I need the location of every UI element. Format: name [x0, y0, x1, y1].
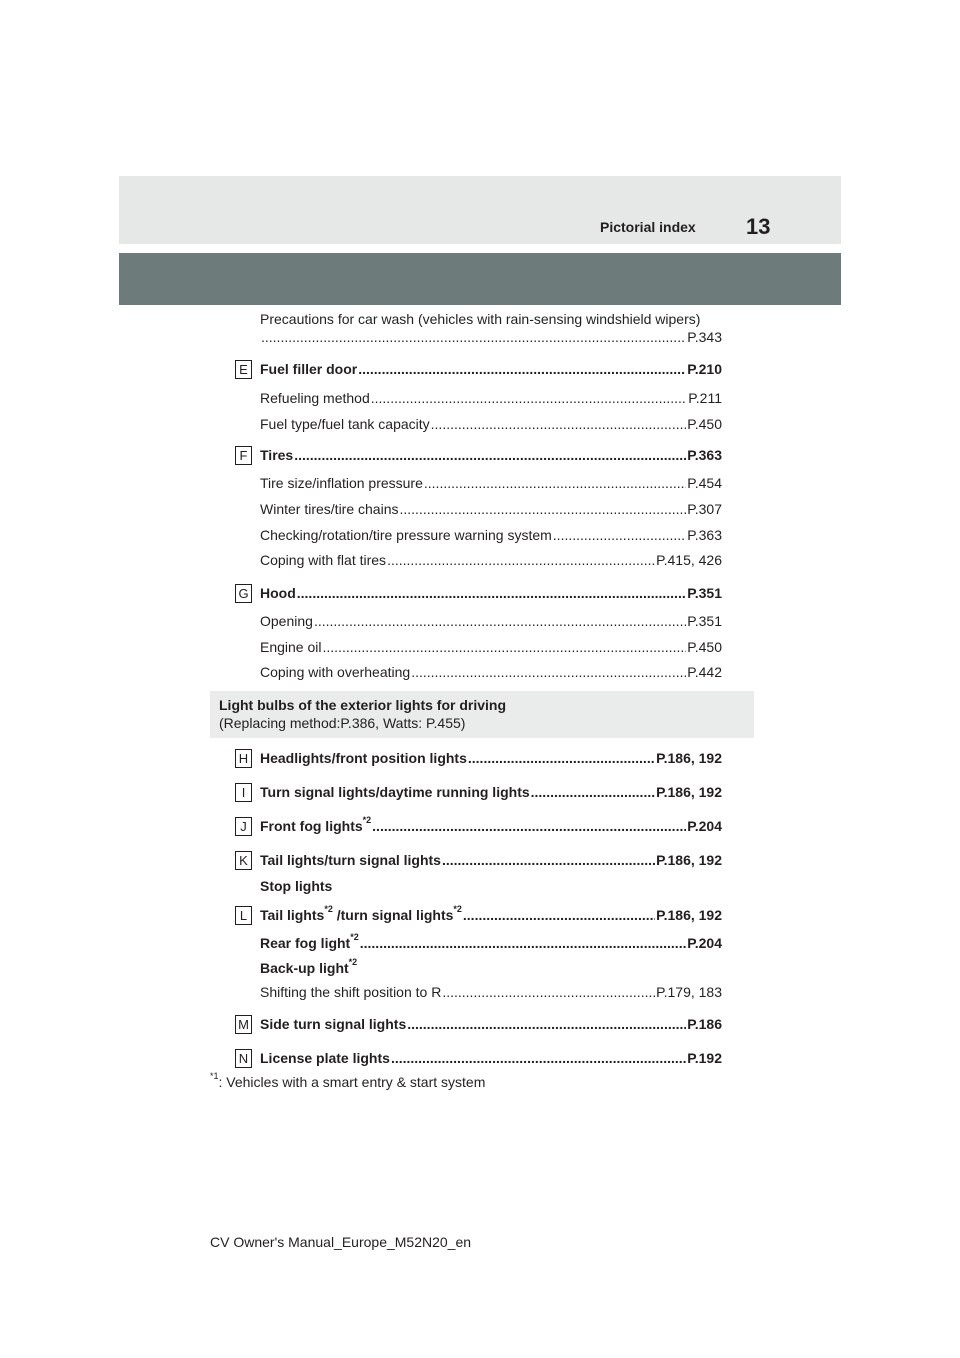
- page-ref-link[interactable]: P.343: [687, 329, 722, 345]
- entry-label: Tail lights$^{*2}$ /turn signal lights$^{*2}$: [260, 904, 462, 923]
- section-title: Light bulbs of the exterior lights for driving: [219, 697, 506, 713]
- page-ref-link[interactable]: P.204: [687, 935, 722, 951]
- page-ref-link[interactable]: P.204: [687, 818, 722, 834]
- callout-letter-f: F: [235, 446, 252, 465]
- footnote-mark: *1: [210, 1071, 219, 1082]
- page-ref-link[interactable]: P.186, 192: [656, 907, 722, 923]
- index-subentry: [260, 664, 722, 681]
- page-section-title: Pictorial index: [600, 219, 696, 235]
- footnote-mark: *2: [362, 815, 372, 826]
- entry-label: Rear fog light$^{*2}$: [260, 932, 359, 951]
- page-ref-link[interactable]: P.186, 192: [656, 784, 722, 800]
- page-ref-link[interactable]: P.415, 426: [656, 552, 722, 568]
- page-number: 13: [746, 214, 771, 239]
- page-ref-link[interactable]: P.450: [687, 416, 722, 432]
- entry-label: Fuel filler door: [260, 361, 358, 377]
- entry-label: Tail lights/turn signal lights: [260, 852, 441, 868]
- dot-leader: [294, 447, 686, 464]
- carwash-ref-row: [260, 329, 722, 346]
- entry-label: Tires: [260, 447, 294, 463]
- page-ref-link[interactable]: P.186, 192: [656, 852, 722, 868]
- page-ref-link[interactable]: P.192: [687, 1050, 722, 1066]
- footnote-mark: *2: [324, 904, 333, 915]
- footnote-mark: *2: [350, 932, 359, 943]
- index-subentry: [260, 390, 722, 407]
- dot-leader: [424, 475, 686, 492]
- page-ref-link[interactable]: P.454: [687, 475, 722, 491]
- index-entry: [260, 361, 722, 378]
- page-ref-link[interactable]: P.210: [687, 361, 722, 377]
- entry-label: Coping with overheating: [260, 664, 411, 680]
- index-entry: [260, 1050, 722, 1067]
- entry-label: Checking/rotation/tire pressure warning system: [260, 527, 552, 543]
- dot-leader: [531, 784, 655, 801]
- index-entry: [260, 750, 722, 767]
- carwash-text: Precautions for car wash (vehicles with rain-sensing windshield wipers): [260, 311, 701, 327]
- index-subentry: [260, 552, 722, 569]
- index-entry: [260, 585, 722, 602]
- entry-label-stop-lights: Stop lights: [260, 878, 333, 894]
- index-entry: [260, 852, 722, 869]
- dot-leader: [468, 750, 655, 767]
- entry-label: Turn signal lights/daytime running lights: [260, 784, 530, 800]
- dot-leader: [553, 527, 686, 544]
- index-subentry: [260, 639, 722, 656]
- dot-leader: [323, 639, 687, 656]
- entry-label: Tire size/inflation pressure: [260, 475, 423, 491]
- entry-label: Side turn signal lights: [260, 1016, 407, 1032]
- callout-letter-m: M: [235, 1015, 252, 1034]
- page-ref-link[interactable]: P.186, 192: [656, 750, 722, 766]
- callout-letter-j: J: [235, 817, 252, 836]
- entry-label: Hood: [260, 585, 296, 601]
- dot-leader: [463, 907, 655, 924]
- entry-label: Opening: [260, 613, 313, 629]
- entry-label: Front fog lights$^{*2}$: [260, 815, 372, 834]
- header-banner: [119, 253, 841, 305]
- index-entry: [260, 932, 722, 952]
- index-subentry: [260, 501, 722, 518]
- entry-label-backup-light: Back-up light$^{*2}$: [260, 957, 358, 976]
- dot-leader: [442, 852, 655, 869]
- page-ref-link[interactable]: P.351: [687, 613, 722, 629]
- dot-leader: [297, 585, 686, 602]
- dot-leader: [407, 1016, 686, 1033]
- dot-leader: [372, 818, 686, 835]
- page-ref-link[interactable]: P.363: [687, 447, 722, 463]
- entry-label: Engine oil: [260, 639, 322, 655]
- callout-letter-e: E: [235, 360, 252, 379]
- page-ref-link[interactable]: P.211: [688, 390, 722, 406]
- footnote-mark: *2: [348, 957, 358, 968]
- header-bar: [119, 176, 841, 244]
- dot-leader: [411, 664, 686, 681]
- entry-label: Headlights/front position lights: [260, 750, 467, 766]
- index-entry: [260, 784, 722, 801]
- dot-leader: [371, 390, 688, 407]
- index-entry: [260, 447, 722, 464]
- index-subentry: [260, 613, 722, 630]
- index-subentry: [260, 416, 722, 433]
- callout-letter-k: K: [235, 851, 252, 870]
- callout-letter-l: L: [235, 906, 252, 925]
- index-subentry: [260, 984, 722, 1001]
- index-entry: [260, 904, 722, 924]
- callout-letter-h: H: [235, 749, 252, 768]
- entry-label: License plate lights: [260, 1050, 390, 1066]
- page-ref-link[interactable]: P.450: [687, 639, 722, 655]
- dot-leader: [358, 361, 686, 378]
- dot-leader: [360, 935, 686, 952]
- dot-leader: [391, 1050, 686, 1067]
- dot-leader: [442, 984, 655, 1001]
- page-ref-link[interactable]: P.363: [687, 527, 722, 543]
- footnote: $^{*1}$: Vehicles with a smart entry & start system: [210, 1071, 486, 1090]
- entry-label: Refueling method: [260, 390, 370, 406]
- page-ref-link[interactable]: P.351: [687, 585, 722, 601]
- section-subtitle: (Replacing method:P.386, Watts: P.455): [219, 715, 466, 731]
- page-ref-link[interactable]: P.186: [687, 1016, 722, 1032]
- entry-label: Fuel type/fuel tank capacity: [260, 416, 430, 432]
- dot-leader: [314, 613, 686, 630]
- dot-leader: [261, 329, 686, 346]
- callout-letter-n: N: [235, 1049, 252, 1068]
- page-ref-link[interactable]: P.307: [687, 501, 722, 517]
- footer-doc-name: CV Owner's Manual_Europe_M52N20_en: [210, 1234, 472, 1250]
- callout-letter-i: I: [235, 783, 252, 802]
- entry-label: Coping with flat tires: [260, 552, 387, 568]
- index-subentry: [260, 475, 722, 492]
- page-ref-link[interactable]: P.442: [687, 664, 722, 680]
- dot-leader: [387, 552, 655, 569]
- entry-label: Shifting the shift position to R: [260, 984, 442, 1000]
- index-subentry: [260, 527, 722, 544]
- dot-leader: [431, 416, 687, 433]
- footnote-mark: *2: [453, 904, 462, 915]
- entry-label: Winter tires/tire chains: [260, 501, 399, 517]
- index-entry: [260, 815, 722, 835]
- dot-leader: [399, 501, 686, 518]
- page-ref-link[interactable]: P.179, 183: [656, 984, 722, 1000]
- index-entry: [260, 1016, 722, 1033]
- callout-letter-g: G: [235, 584, 252, 603]
